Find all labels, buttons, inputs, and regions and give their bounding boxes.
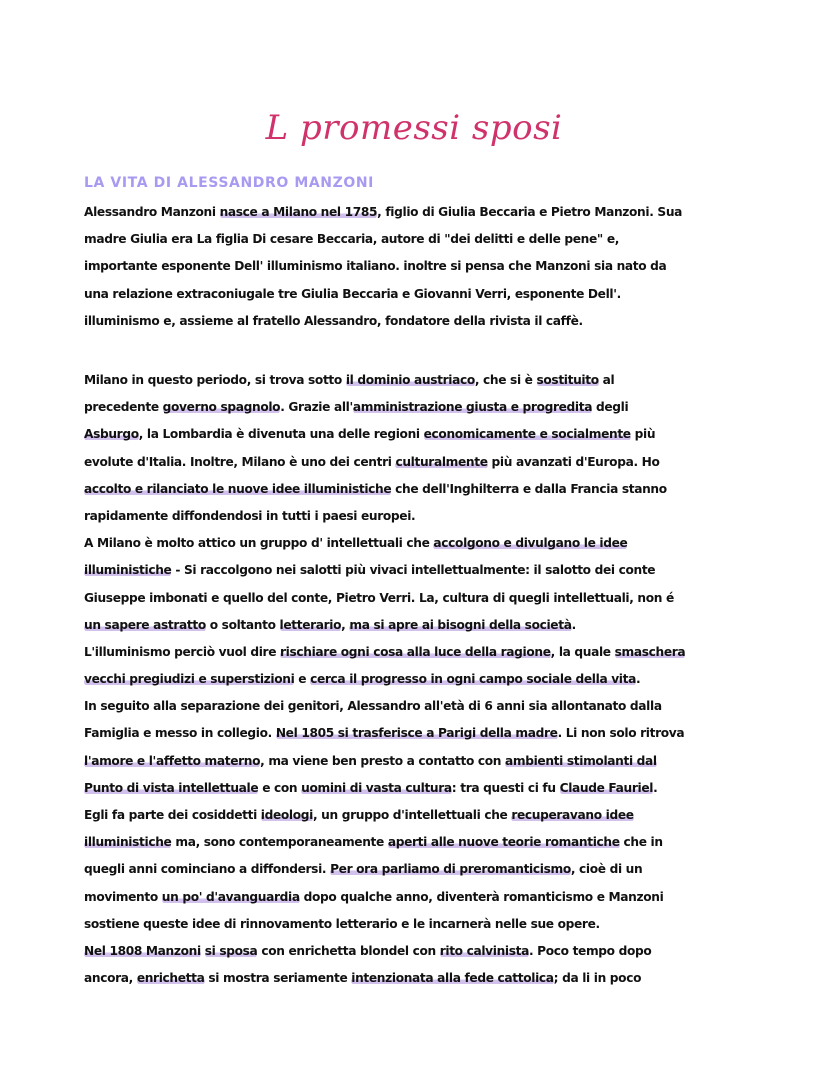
text-segment: rapidamente diffondendosi in tutti i paesi europei. (84, 508, 416, 523)
highlighted-text: illuministiche (84, 563, 172, 578)
text-line (84, 748, 685, 775)
highlighted-text: smaschera (614, 644, 686, 659)
text-line (84, 720, 685, 747)
text-line (84, 476, 685, 503)
text-segment: . Grazie all' (280, 400, 353, 415)
highlighted-text: un sapere astratto (84, 617, 206, 632)
text-segment: più avanzati d'Europa. Ho (487, 454, 660, 469)
highlighted-text: sostituito (536, 373, 599, 387)
text-segment: , la Lombardia è divenuta una delle regioni (138, 427, 424, 442)
highlighted-text: si sposa (204, 943, 258, 958)
text-segment: - Si raccolgono nei salotti più vivaci intellettualmente: il salotto dei conte (171, 563, 656, 578)
text-line (84, 612, 685, 639)
text-line (84, 557, 685, 584)
text-segment: , un gruppo d'intellettuali che (313, 808, 512, 822)
highlighted-text: ambienti stimolanti dal (505, 753, 657, 768)
text-segment: , cioè di un (570, 862, 643, 877)
section-heading: LA VITA DI ALESSANDRO MANZONI (84, 175, 374, 191)
text-segment: con enrichetta blondel con (257, 943, 440, 958)
text-segment: dopo qualche anno, diventerà romanticismo e Manzoni (299, 889, 664, 904)
highlighted-text: enrichetta (136, 971, 205, 986)
text-segment: ancora, (84, 971, 137, 986)
text-segment: illuminismo e, assieme al fratello Alessandro, fondatore della rivista il caffè. (84, 313, 583, 328)
text-line (84, 199, 682, 226)
text-segment: madre Giulia era La figlia Di cesare Beccaria, autore di "dei delitti e delle pene" e, (84, 232, 620, 247)
text-segment: più (630, 427, 656, 442)
highlighted-text: vecchi pregiudizi e superstizioni (84, 672, 295, 687)
text-segment: : tra questi ci fu (451, 780, 560, 795)
highlighted-text: recuperavano idee (511, 808, 634, 822)
highlighted-text: cerca il progresso in ogni campo sociale della vita (310, 672, 636, 687)
text-line (84, 394, 685, 421)
highlighted-text: uomini di vasta cultura (301, 780, 452, 795)
text-segment: si mostra seriamente (204, 971, 352, 986)
text-segment: una relazione extraconiugale tre Giulia Beccaria e Giovanni Verri, esponente Dell'. (84, 286, 621, 301)
highlighted-text: accolto e rilanciato le nuove idee illuministiche (84, 481, 392, 496)
text-segment: e con (258, 780, 302, 795)
text-segment: Milano in questo periodo, si trova sotto (84, 373, 346, 387)
highlighted-text: Nel 1808 Manzoni (84, 943, 201, 958)
text-segment: , ma viene ben presto a contatto con (260, 753, 505, 768)
highlighted-text: aperti alle nuove teorie romantiche (387, 835, 620, 850)
text-segment: . Poco tempo dopo (529, 943, 652, 958)
text-line (84, 585, 685, 612)
text-line (84, 226, 682, 253)
text-segment: . (636, 672, 641, 687)
text-segment: , figlio di Giulia Beccaria e Pietro Manzoni. Sua (377, 205, 683, 219)
text-segment: importante esponente Dell' illuminismo italiano. inoltre si pensa che Manzoni sia nato da (84, 259, 667, 274)
highlighted-text: intenzionata alla fede cattolica (351, 971, 554, 986)
highlighted-text: ma si apre ai bisogni della società (349, 617, 572, 632)
text-line (84, 856, 685, 883)
text-line (84, 449, 685, 476)
text-line (84, 938, 685, 965)
text-line (84, 503, 685, 530)
highlighted-text: letterario (279, 617, 342, 632)
text-segment: evolute d'Italia. Inoltre, Milano è uno dei centri (84, 454, 396, 469)
text-segment: o soltanto (205, 617, 280, 632)
text-segment: L'illuminismo perciò vuol dire (84, 644, 281, 659)
highlighted-text: un po' d'avanguardia (161, 889, 300, 904)
text-line (84, 253, 682, 280)
highlighted-text: accolgono e divulgano le idee (433, 536, 628, 551)
highlighted-text: Asburgo (84, 427, 139, 442)
text-line (84, 884, 685, 911)
highlighted-text: ideologi (260, 808, 313, 822)
highlighted-text: rischiare ogni cosa alla luce della ragione (280, 644, 551, 659)
highlighted-text: culturalmente (395, 454, 488, 469)
highlighted-text: Per ora parliamo di preromanticismo (330, 862, 571, 877)
highlighted-text: nasce a Milano nel 1785 (219, 205, 378, 219)
text-segment: Giuseppe imbonati e quello del conte, Pietro Verri. La, cultura di quegli intellettuali, non é (84, 590, 674, 605)
text-segment: ma, sono contemporaneamente (171, 835, 388, 850)
text-segment: , la quale (550, 644, 615, 659)
highlighted-text: illuministiche (84, 835, 172, 850)
text-segment: ; da li in poco (553, 971, 642, 986)
text-segment: al (598, 373, 615, 387)
text-segment: e (294, 672, 311, 687)
text-segment: . (571, 617, 576, 632)
text-line (84, 367, 685, 394)
paragraph-2 (84, 367, 685, 992)
highlighted-text: Punto di vista intellettuale (84, 780, 259, 795)
text-line (84, 802, 685, 829)
text-segment: A Milano è molto attico un gruppo d' intellettuali che (84, 536, 434, 551)
text-segment: quegli anni cominciano a diffondersi. (84, 862, 331, 877)
text-segment: , che si è (474, 373, 537, 387)
text-line (84, 308, 682, 335)
text-segment: degli (592, 400, 629, 415)
highlighted-text: l'amore e l'affetto materno (84, 753, 261, 768)
text-segment: sostiene queste idee di rinnovamento letterario e le incarnerà nelle sue opere. (84, 916, 600, 931)
text-segment: . (653, 780, 658, 795)
text-segment: che in (619, 835, 663, 850)
highlighted-text: Claude Fauriel (559, 780, 654, 795)
text-line (84, 530, 685, 557)
text-segment: Famiglia e messo in collegio. (84, 726, 276, 741)
text-line (84, 639, 685, 666)
text-segment: , (341, 617, 350, 632)
highlighted-text: governo spagnolo (162, 400, 281, 415)
text-segment: movimento (84, 889, 162, 904)
text-segment: Egli fa parte dei cosiddetti (84, 808, 261, 822)
highlighted-text: il dominio austriaco (345, 373, 475, 387)
highlighted-text: rito calvinista (439, 943, 529, 958)
text-line (84, 281, 682, 308)
text-line (84, 775, 685, 802)
text-line (84, 666, 685, 693)
text-segment: precedente (84, 400, 163, 415)
text-segment: . Li non solo ritrova (557, 726, 685, 741)
text-segment: In seguito alla separazione dei genitori, Alessandro all'età di 6 anni sia allontanato dalla (84, 699, 662, 714)
text-segment: Alessandro Manzoni (84, 205, 220, 219)
page-title: L promessi sposi (265, 108, 563, 148)
highlighted-text: economicamente e socialmente (423, 427, 631, 442)
highlighted-text: amministrazione giusta e progredita (352, 400, 593, 415)
highlighted-text: Nel 1805 si trasferisce a Parigi della madre (275, 726, 558, 741)
text-segment: che dell'Inghilterra e dalla Francia stanno (391, 481, 667, 496)
text-line (84, 421, 685, 448)
text-line (84, 829, 685, 856)
text-line (84, 965, 685, 992)
paragraph-1 (84, 199, 682, 335)
text-line (84, 693, 685, 720)
text-line (84, 911, 685, 938)
